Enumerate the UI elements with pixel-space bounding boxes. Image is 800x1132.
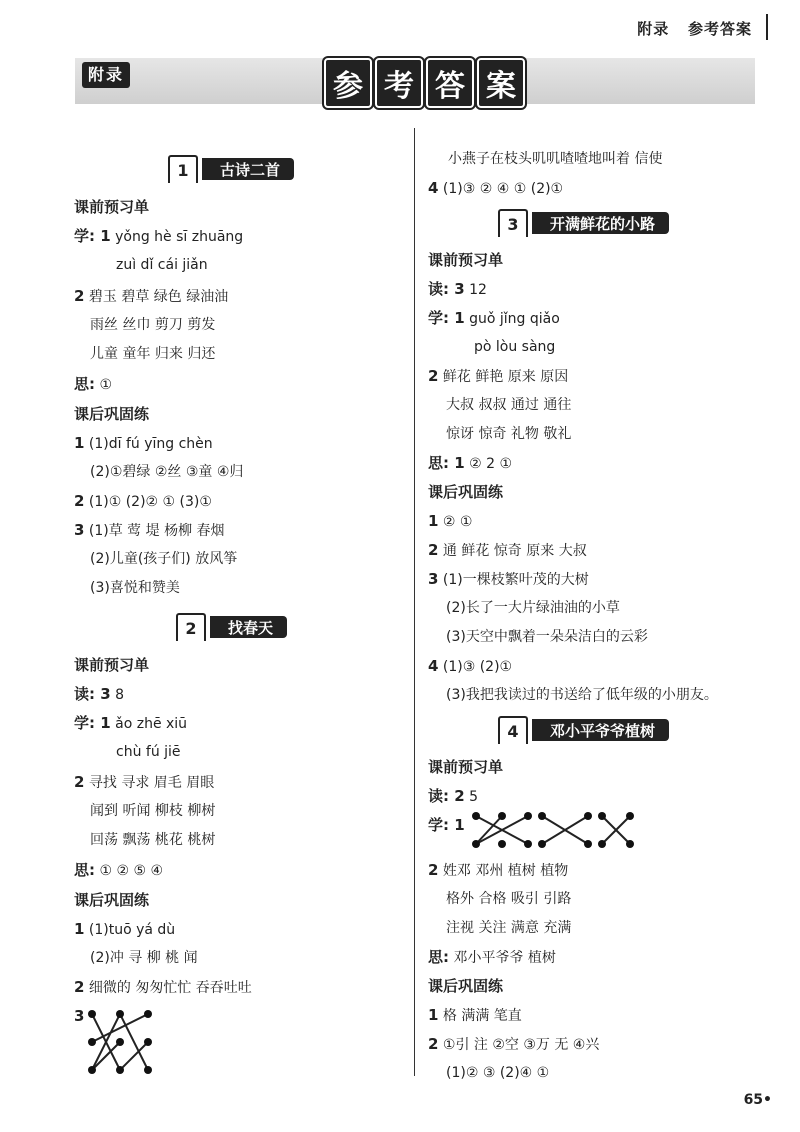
title-char: 答 [426,58,474,108]
answer-line: 学: 1 guǒ jǐng qiǎo [428,309,560,327]
answer-line: 儿童 童年 归来 归还 [90,346,216,362]
answer-line: 惊讶 惊奇 礼物 敬礼 [446,426,572,442]
answer-line: 3 (1)一棵枝繁叶茂的大树 [428,570,589,588]
answer-line: 1 ② ① [428,512,473,530]
answer-line: 回荡 飘荡 桃花 桃树 [90,832,216,848]
answer-line: 3 (1)草 莺 堤 杨柳 春烟 [74,521,225,539]
matching-cross-diagram [470,810,640,850]
answer-label: 学: 1 [428,816,465,834]
answer-line: 思: ① ② ⑤ ④ [74,861,164,879]
section-title: 古诗二首 [202,158,294,180]
answer-line: (2)儿童(孩子们) 放风筝 [90,551,238,567]
section-number: 3 [498,209,528,237]
appendix-tag: 附录 [82,62,130,88]
answer-line: 1 (1)tuō yá dù [74,920,176,938]
answer-line: 格外 合格 吸引 引路 [446,891,572,907]
subheading: 课前预习单 [428,251,504,269]
answer-line: zuì dǐ cái jiǎn [116,257,208,273]
answer-line: 4 (1)③ (2)① [428,657,513,675]
answer-line: (2)长了一大片绿油油的小草 [446,600,620,616]
answer-line: 思: ① [74,375,113,393]
answer-line: 1 格 满满 笔直 [428,1006,522,1024]
answer-line: 注视 关注 满意 充满 [446,920,572,936]
answer-line: chù fú jiē [116,744,181,760]
answer-line: 4 (1)③ ② ④ ① (2)① [428,179,564,197]
answer-line: 小燕子在枝头叽叽喳喳地叫着 信使 [448,151,663,167]
answer-line: 2 碧玉 碧草 绿色 绿油油 [74,287,229,305]
answer-line: 闻到 听闻 柳枝 柳树 [90,803,216,819]
answer-line: 2 细微的 匆匆忙忙 吞吞吐吐 [74,978,252,996]
section-heading-4 [498,717,669,743]
answer-line: 2 ①引 注 ②空 ③万 无 ④兴 [428,1035,600,1053]
subheading: 课前预习单 [428,758,504,776]
answer-line: 学: 1 yǒng hè sī zhuāng [74,227,244,245]
answer-line: (2)冲 寻 柳 桃 闻 [90,950,198,966]
answer-line: (2)①碧绿 ②丝 ③童 ④归 [90,464,244,480]
subheading: 课后巩固练 [74,891,150,909]
section-heading-3 [498,210,669,236]
subheading: 课前预习单 [74,198,150,216]
answer-label: 3 [74,1007,85,1025]
section-number: 2 [176,613,206,641]
title-char: 参 [324,58,372,108]
subheading: 课后巩固练 [74,405,150,423]
answer-line: 雨丝 丝巾 剪刀 剪发 [90,317,216,333]
section-title: 邓小平爷爷植树 [532,719,669,741]
answer-line: 2 鲜花 鲜艳 原来 原因 [428,367,569,385]
answer-line: 大叔 叔叔 通过 通往 [446,397,572,413]
answer-line: pò lòu sàng [474,339,556,355]
answer-line: 2 (1)① (2)② ① (3)① [74,492,212,510]
section-number: 4 [498,716,528,744]
answer-line: 读: 3 12 [428,280,487,298]
answer-line: 读: 2 5 [428,787,479,805]
section-heading-2 [176,614,287,640]
answer-line: 思: 邓小平爷爷 植树 [428,948,556,966]
answer-line: 学: 1 ǎo zhē xiū [74,714,188,732]
title-char: 考 [375,58,423,108]
page-number: 65• [743,1092,772,1108]
column-divider [414,128,415,1076]
page-title [324,58,525,108]
subheading: 课后巩固练 [428,483,504,501]
answer-line: (3)天空中飘着一朵朵洁白的云彩 [446,629,648,645]
section-title: 找春天 [210,616,287,638]
header-rule [766,14,768,40]
matching-lines-diagram [86,1008,166,1080]
title-char: 案 [477,58,525,108]
answer-line: (3)喜悦和赞美 [90,580,180,596]
running-header [637,18,752,39]
answer-line: (3)我把我读过的书送给了低年级的小朋友。 [446,687,718,703]
answer-line: 2 姓邓 邓州 植树 植物 [428,861,569,879]
answer-line: 思: 1 ② 2 ① [428,454,513,472]
answer-line: (1)② ③ (2)④ ① [446,1065,550,1081]
subheading: 课后巩固练 [428,977,504,995]
header-title: 参考答案 [687,20,752,38]
header-section: 附录 [637,20,670,38]
answer-line: 2 寻找 寻求 眉毛 眉眼 [74,773,215,791]
answer-line: 2 通 鲜花 惊奇 原来 大叔 [428,541,587,559]
answer-line: 1 (1)dī fú yīng chèn [74,434,213,452]
subheading: 课前预习单 [74,656,150,674]
section-heading-1 [168,156,294,182]
section-title: 开满鲜花的小路 [532,212,669,234]
answer-line: 读: 3 8 [74,685,125,703]
section-number: 1 [168,155,198,183]
